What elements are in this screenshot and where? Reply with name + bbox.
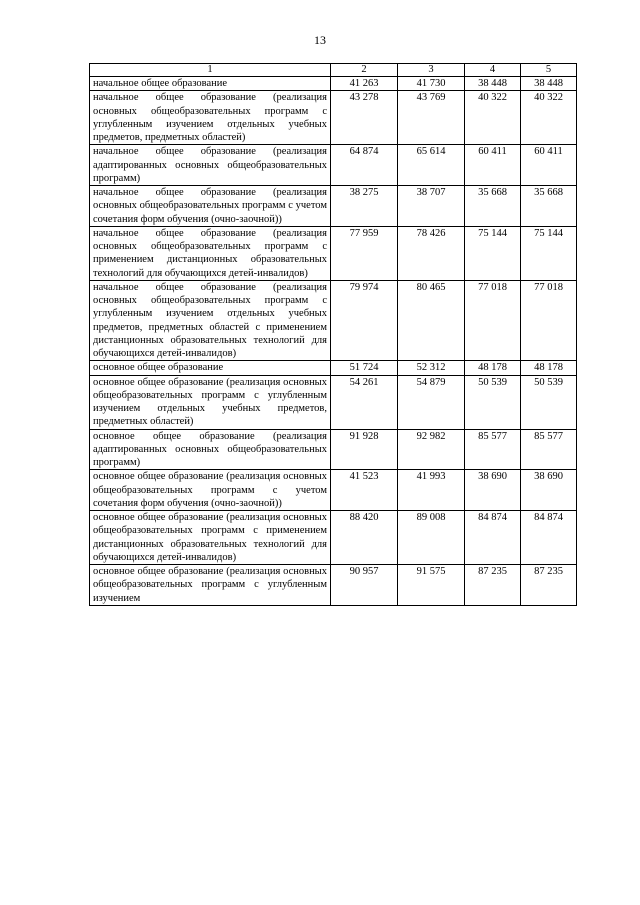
table-row: [90, 145, 577, 186]
row-name-cell: основное общее образование (реализация основных общеобразовательных программ с учетом сочетания форм обучения (очно-заочной)): [90, 470, 331, 511]
value-cell-col4: 85 577: [465, 429, 521, 470]
row-name-cell: начальное общее образование (реализация адаптированных основных общеобразовательных программ): [90, 145, 331, 186]
page-number: 13: [314, 33, 326, 47]
value-cell-col3: 43 769: [398, 91, 465, 145]
column-header-4: 4: [465, 64, 521, 77]
row-name-cell: основное общее образование: [90, 361, 331, 375]
value-cell-col2: 90 957: [331, 565, 398, 606]
table-row: [90, 91, 577, 145]
table-row: [90, 186, 577, 227]
value-cell-col5: 38 690: [521, 470, 577, 511]
row-name-cell: основное общее образование (реализация основных общеобразовательных программ с применением дистанционных образовательных технологий для обучающихся детей-инвалидов): [90, 511, 331, 565]
row-name-cell: основное общее образование (реализация основных общеобразовательных программ с углубленным изучением отдельных учебных предметов, предметных областей): [90, 375, 331, 429]
table-row: [90, 470, 577, 511]
row-name-cell: начальное общее образование (реализация основных общеобразовательных программ с углубленным изучением отдельных учебных предметов, предметных областей с применением дистанционных образовательных технологий для обучающихся детей-инвалидов): [90, 280, 331, 361]
value-cell-col5: 35 668: [521, 186, 577, 227]
value-cell-col5: 50 539: [521, 375, 577, 429]
value-cell-col2: 79 974: [331, 280, 398, 361]
value-cell-col3: 52 312: [398, 361, 465, 375]
value-cell-col2: 91 928: [331, 429, 398, 470]
row-name-cell: начальное общее образование (реализация основных общеобразовательных программ с учетом сочетания форм обучения (очно-заочной)): [90, 186, 331, 227]
value-cell-col5: 60 411: [521, 145, 577, 186]
value-cell-col5: 85 577: [521, 429, 577, 470]
value-cell-col2: 38 275: [331, 186, 398, 227]
value-cell-col3: 41 730: [398, 77, 465, 91]
value-cell-col2: 88 420: [331, 511, 398, 565]
value-cell-col4: 77 018: [465, 280, 521, 361]
value-cell-col2: 43 278: [331, 91, 398, 145]
value-cell-col5: 48 178: [521, 361, 577, 375]
table-header: [90, 64, 577, 77]
value-cell-col3: 91 575: [398, 565, 465, 606]
column-header-5: 5: [521, 64, 577, 77]
table-row: [90, 429, 577, 470]
table-row: [90, 361, 577, 375]
table-row: [90, 226, 577, 280]
column-header-2: 2: [331, 64, 398, 77]
row-name-cell: начальное общее образование (реализация основных общеобразовательных программ с применением дистанционных образовательных технологий для обучающихся детей-инвалидов): [90, 226, 331, 280]
value-cell-col4: 38 690: [465, 470, 521, 511]
table-row: [90, 511, 577, 565]
table-row: [90, 565, 577, 606]
value-cell-col5: 40 322: [521, 91, 577, 145]
value-cell-col4: 50 539: [465, 375, 521, 429]
value-cell-col2: 41 523: [331, 470, 398, 511]
value-cell-col2: 51 724: [331, 361, 398, 375]
row-name-cell: основное общее образование (реализация адаптированных основных общеобразовательных программ): [90, 429, 331, 470]
value-cell-col2: 41 263: [331, 77, 398, 91]
value-cell-col2: 54 261: [331, 375, 398, 429]
header-row: [90, 64, 577, 77]
value-cell-col4: 38 448: [465, 77, 521, 91]
value-cell-col4: 87 235: [465, 565, 521, 606]
value-cell-col3: 80 465: [398, 280, 465, 361]
value-cell-col4: 60 411: [465, 145, 521, 186]
value-cell-col3: 38 707: [398, 186, 465, 227]
value-cell-col5: 75 144: [521, 226, 577, 280]
table-body: [90, 77, 577, 606]
column-header-1: 1: [90, 64, 331, 77]
value-cell-col3: 54 879: [398, 375, 465, 429]
table-row: [90, 77, 577, 91]
value-cell-col4: 84 874: [465, 511, 521, 565]
value-cell-col2: 77 959: [331, 226, 398, 280]
value-cell-col5: 77 018: [521, 280, 577, 361]
value-cell-col2: 64 874: [331, 145, 398, 186]
value-cell-col4: 35 668: [465, 186, 521, 227]
value-cell-col5: 38 448: [521, 77, 577, 91]
value-cell-col5: 84 874: [521, 511, 577, 565]
value-cell-col4: 40 322: [465, 91, 521, 145]
row-name-cell: начальное общее образование: [90, 77, 331, 91]
row-name-cell: основное общее образование (реализация основных общеобразовательных программ с углубленным изучением: [90, 565, 331, 606]
table-row: [90, 375, 577, 429]
value-cell-col3: 92 982: [398, 429, 465, 470]
table-row: [90, 280, 577, 361]
value-cell-col3: 89 008: [398, 511, 465, 565]
value-cell-col3: 41 993: [398, 470, 465, 511]
funding-table: [89, 63, 577, 606]
value-cell-col4: 75 144: [465, 226, 521, 280]
row-name-cell: начальное общее образование (реализация основных общеобразовательных программ с углубленным изучением отдельных учебных предметов, предметных областей): [90, 91, 331, 145]
value-cell-col3: 65 614: [398, 145, 465, 186]
value-cell-col4: 48 178: [465, 361, 521, 375]
column-header-3: 3: [398, 64, 465, 77]
value-cell-col3: 78 426: [398, 226, 465, 280]
value-cell-col5: 87 235: [521, 565, 577, 606]
